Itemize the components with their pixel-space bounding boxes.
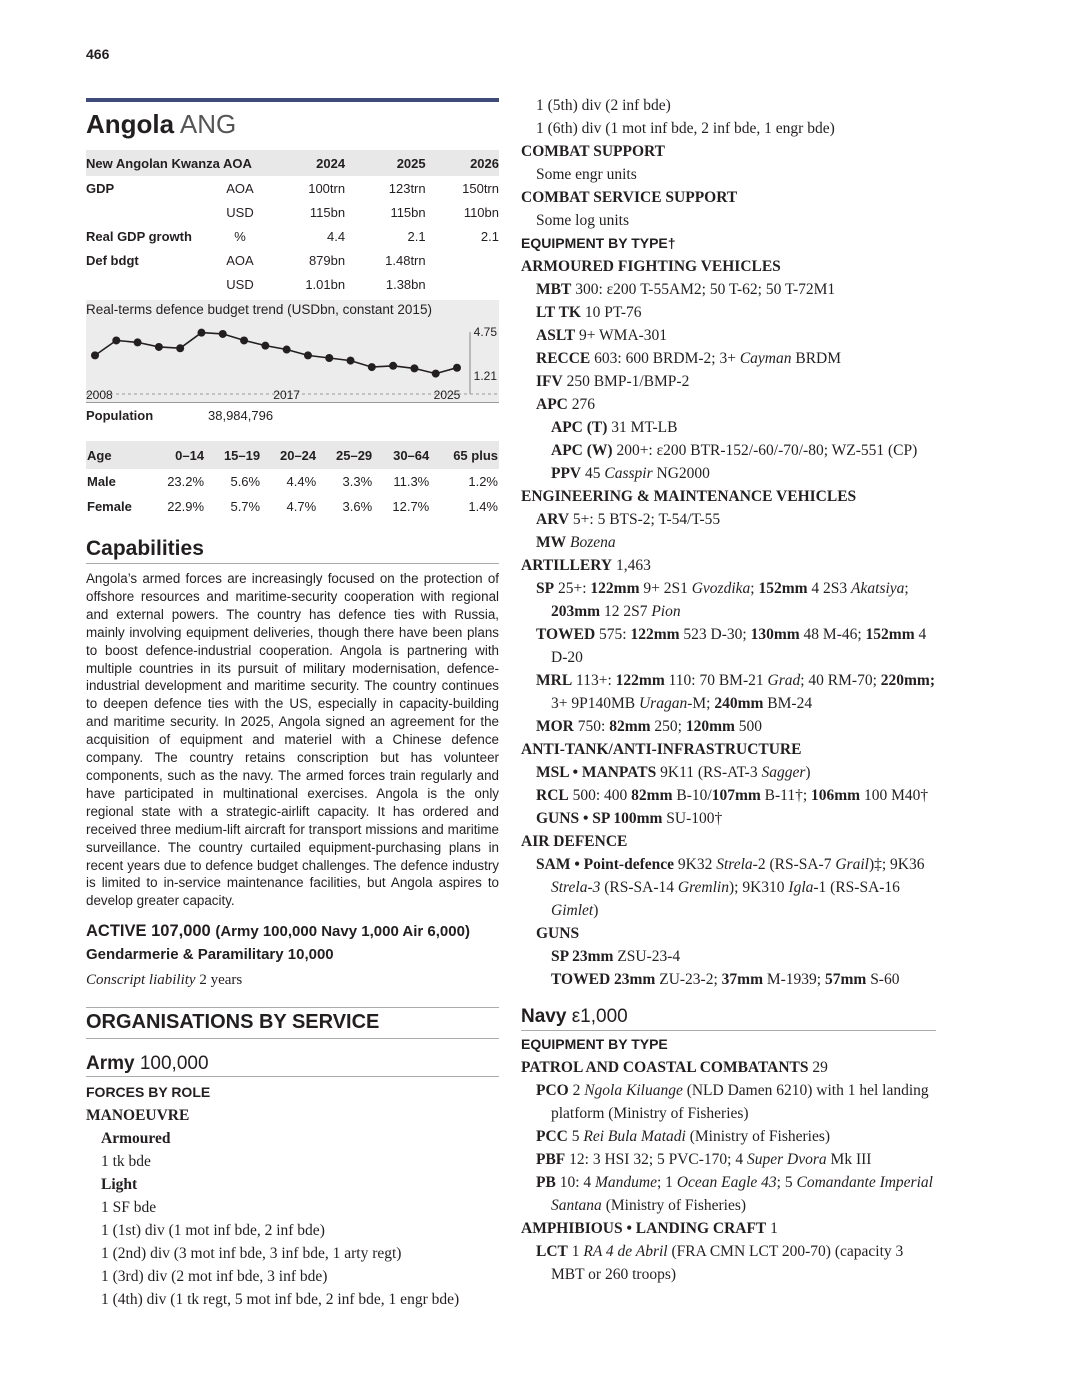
age-row-label: Female [87, 499, 132, 514]
age-row-label: Male [87, 474, 116, 489]
army-name: Army [86, 1053, 135, 1075]
list-item: APC (T) 31 MT-LB [551, 419, 678, 436]
list-item: ASLT 9+ WMA-301 [536, 327, 668, 344]
econ-cell: 150trn [462, 180, 499, 196]
age-header: 0–14 [148, 441, 205, 469]
econ-row-label: Real GDP growth [86, 228, 192, 244]
data-point [176, 344, 184, 352]
age-header: 15–19 [205, 441, 261, 469]
x-tick-label: 2008 [86, 388, 113, 402]
age-cell: 1.2% [468, 474, 498, 489]
econ-header-2026: 2026 [426, 150, 499, 176]
data-point [112, 336, 120, 344]
table-row [86, 469, 499, 494]
list-item: TOWED 23mm ZU-23-2; 37mm M-1939; 57mm S-60 [551, 971, 900, 988]
country-code: ANG [179, 109, 237, 139]
data-point [91, 351, 99, 359]
econ-cell: 123trn [388, 180, 426, 196]
age-cell: 3.3% [342, 474, 373, 489]
air-defence-heading: AIR DEFENCE [521, 833, 628, 850]
list-item: MOR 750: 82mm 250; 120mm 500 [536, 718, 763, 735]
econ-row-unit: AOA [226, 180, 254, 196]
list-item: SP 25+: 122mm 9+ 2S1 Gvozdika; 152mm 4 2S3 Akatsiya; 203mm 12 2S7 Pion [536, 580, 909, 620]
age-header: 25–29 [317, 441, 373, 469]
country-title [86, 108, 499, 140]
data-point [389, 362, 397, 370]
age-header: 20–24 [261, 441, 317, 469]
table-row [86, 494, 499, 519]
anti-tank-heading: ANTI-TANK/ANTI-INFRASTRUCTURE [521, 741, 802, 758]
age-header: 65 plus [430, 441, 499, 469]
table-row [86, 176, 499, 200]
econ-cell: 2.1 [407, 228, 426, 244]
patrol-count: 29 [812, 1059, 828, 1076]
amphib-label: AMPHIBIOUS • LANDING CRAFT [521, 1220, 767, 1237]
econ-cell: 110bn [463, 204, 499, 220]
list-item: APC (W) 200+: ε200 BTR-152/-60/-70/-80; WZ-551 (CP) [551, 442, 918, 459]
age-cell: 4.4% [286, 474, 317, 489]
econ-row-label [86, 272, 214, 296]
age-cell: 12.7% [392, 499, 430, 514]
econ-header-2025: 2025 [345, 150, 426, 176]
amphib-count: 1 [770, 1220, 778, 1237]
list-item: 1 (4th) div (1 tk regt, 5 mot inf bde, 2 inf bde, 1 engr bde) [101, 1291, 460, 1309]
list-item: PB 10: 4 Mandume; 1 Ocean Eagle 43; 5 Comandante Imperial Santana (Ministry of Fisheries) [536, 1174, 933, 1214]
light-heading: Light [101, 1176, 138, 1194]
data-point [453, 364, 461, 372]
population-label: Population [86, 408, 154, 423]
patrol-label: PATROL AND COASTAL COMBATANTS [521, 1059, 809, 1076]
list-item: GUNS • SP 100mm SU-100† [536, 810, 723, 827]
econ-row-unit: USD [226, 276, 254, 292]
left-column [86, 98, 499, 1311]
list-item: PBF 12: 3 HSI 32; 5 PVC-170; 4 Super Dvora Mk III [536, 1151, 872, 1168]
list-item: MRL 113+: 122mm 110: 70 BM-21 Grad; 40 RM-70; 220mm; 3+ 9P140MB Uragan-M; 240mm BM-24 [536, 672, 936, 712]
list-item: Some log units [536, 212, 630, 229]
active-main: ACTIVE 107,000 [86, 922, 211, 941]
list-item: PCO 2 Ngola Kiluange (NLD Damen 6210) with 1 hel landing platform (Ministry of Fisheries) [536, 1082, 929, 1122]
data-point [197, 329, 205, 337]
navy-equipment-heading: EQUIPMENT BY TYPE [521, 1036, 668, 1052]
x-tick-label: 2025 [433, 388, 461, 402]
age-cell: 1.4% [468, 499, 498, 514]
list-item: 1 (1st) div (1 mot inf bde, 2 inf bde) [101, 1222, 325, 1240]
list-item: MSL • MANPATS 9K11 (RS-AT-3 Sagger) [536, 764, 811, 781]
data-point [283, 346, 291, 354]
artillery-heading [521, 554, 936, 577]
list-item: MW Bozena [536, 534, 616, 551]
econ-row-unit: AOA [226, 252, 254, 268]
conscript-label: Conscript liability [86, 972, 196, 989]
age-cell: 3.6% [342, 499, 373, 514]
econ-cell: 115bn [309, 204, 346, 220]
country-name: Angola [86, 109, 175, 139]
capabilities-heading: Capabilities [86, 537, 499, 564]
list-item: MBT 300: ε200 T-55AM2; 50 T-62; 50 T-72M1 [536, 281, 836, 298]
data-point [155, 343, 163, 351]
econ-cell: 115bn [390, 204, 426, 220]
age-header: Age [86, 441, 148, 469]
age-cell: 5.6% [230, 474, 261, 489]
econ-cell: 4.4 [327, 228, 346, 244]
y-tick-label: 1.21 [473, 369, 497, 383]
chart-title: Real-terms defence budget trend (USDbn, constant 2015) [86, 302, 432, 317]
age-table [86, 441, 499, 519]
navy-heading [521, 1005, 936, 1031]
active-strength [86, 920, 499, 966]
list-item: RECCE 603: 600 BRDM-2; 3+ Cayman BRDM [536, 350, 842, 367]
equipment-heading: EQUIPMENT BY TYPE† [521, 235, 676, 251]
list-item: 1 tk bde [101, 1153, 151, 1171]
list-item: Some engr units [536, 166, 637, 183]
army-strength: 100,000 [139, 1053, 209, 1075]
army-heading [86, 1053, 499, 1077]
econ-cell [426, 248, 499, 272]
econ-cell: 1.01bn [305, 276, 346, 292]
econ-header-currency: New Angolan Kwanza AOA [86, 150, 266, 176]
economic-table [86, 150, 499, 296]
country-rule [86, 98, 499, 102]
list-item: APC 276 [536, 396, 595, 413]
table-row [86, 200, 499, 224]
conscript-liability [86, 972, 499, 989]
budget-trend-chart [86, 300, 499, 403]
econ-row-unit: % [234, 228, 246, 244]
amphib-heading [521, 1217, 936, 1240]
econ-cell: 1.38bn [385, 276, 426, 292]
list-item: PPV 45 Casspir NG2000 [551, 465, 710, 482]
econ-row-label: Def bdgt [86, 252, 139, 268]
econ-cell: 100trn [308, 180, 346, 196]
table-row [86, 248, 499, 272]
data-point [261, 342, 269, 350]
list-item: 1 (2nd) div (3 mot inf bde, 3 inf bde, 1 arty regt) [101, 1245, 402, 1263]
list-item: TOWED 575: 122mm 523 D-30; 130mm 48 M-46; 152mm 4 D-20 [536, 626, 927, 666]
data-point [325, 354, 333, 362]
artillery-label: ARTILLERY [521, 557, 613, 574]
data-point [304, 351, 312, 359]
list-item: SAM • Point-defence 9K32 Strela-2 (RS-SA-7 Grail)‡; 9K36 Strela-3 (RS-SA-14 Gremlin); 9K310 Igla-1 (RS-SA-16 Gimlet) [536, 856, 925, 919]
navy-strength: ε1,000 [571, 1006, 628, 1027]
forces-by-role-heading: FORCES BY ROLE [86, 1084, 211, 1101]
list-item: ARV 5+: 5 BTS-2; T-54/T-55 [536, 511, 721, 528]
list-item: 1 (6th) div (1 mot inf bde, 2 inf bde, 1 engr bde) [536, 120, 835, 137]
age-cell: 22.9% [167, 499, 205, 514]
econ-cell: 2.1 [480, 228, 499, 244]
css-heading: COMBAT SERVICE SUPPORT [521, 189, 738, 206]
manoeuvre-heading: MANOEUVRE [86, 1107, 190, 1125]
econ-cell: 1.48trn [385, 252, 426, 268]
data-point [368, 363, 376, 371]
data-point [240, 336, 248, 344]
econ-row-unit: USD [226, 204, 254, 220]
list-item: 1 (3rd) div (2 mot inf bde, 3 inf bde) [101, 1268, 328, 1286]
navy-name: Navy [521, 1006, 567, 1027]
combat-support-heading: COMBAT SUPPORT [521, 143, 665, 160]
population-row [86, 403, 499, 429]
age-cell: 11.3% [393, 474, 430, 489]
data-point [432, 370, 440, 378]
list-item: LCT 1 RA 4 de Abril (FRA CMN LCT 200-70) (capacity 3 MBT or 260 troops) [536, 1243, 904, 1283]
data-point [219, 330, 227, 338]
table-row [86, 224, 499, 248]
guns-heading: GUNS [536, 925, 580, 942]
y-tick-label: 4.75 [473, 325, 497, 339]
data-point [134, 338, 142, 346]
age-header: 30–64 [373, 441, 430, 469]
econ-cell [426, 272, 499, 296]
x-tick-label: 2017 [273, 388, 300, 402]
data-point [347, 357, 355, 365]
econ-cell: 879bn [308, 252, 346, 268]
conscript-value: 2 years [199, 972, 243, 989]
engineering-heading: ENGINEERING & MAINTENANCE VEHICLES [521, 488, 857, 505]
econ-header-2024: 2024 [266, 150, 345, 176]
economic-table-header [86, 150, 499, 176]
age-cell: 23.2% [167, 474, 205, 489]
afv-heading: ARMOURED FIGHTING VEHICLES [521, 258, 781, 275]
age-cell: 4.7% [286, 499, 317, 514]
table-row [86, 272, 499, 296]
capabilities-text: Angola’s armed forces are increasingly focused on the protection of offshore resources and maritime-security cooperation with regional and external powers. The country has defence ties with Russia, mainly involving equipment deliveries, though there have been plans to boost defence-industrial cooperation. Angola is partnering with multiple countries in its pursuit of military modernisation, defence-industrial development and maritime security. The country continues to deepen defence ties with the US, especially in capacity-building and maritime security. In 2025, Angola signed an agreement for the acquisition of equipment and materiel with a Chinese defence company. The country retains conscription but has volunteer components, such as the navy. The armed forces train regularly and have participated in multinational exercises. Angola is the only regional state with a strategic-airlift capacity. It has ordered and received three medium-lift aircraft for transport missions and maritime surveillance. The country curtailed equipment-purchasing plans in recent years due to defence budget challenges. The defence industry is limited to in-service maintenance facilities, but Angola aspires to develop greater capacity. [86, 571, 499, 909]
list-item: 1 SF bde [101, 1199, 157, 1217]
list-item: IFV 250 BMP-1/BMP-2 [536, 373, 690, 390]
page-number: 466 [86, 46, 110, 62]
artillery-count: 1,463 [615, 557, 651, 574]
list-item: LT TK 10 PT-76 [536, 304, 642, 321]
right-column [521, 94, 936, 1286]
budget-trend-svg [86, 300, 499, 402]
list-item: RCL 500: 400 82mm B-10/107mm B-11†; 106mm 100 M40† [536, 787, 929, 804]
population-value: 38,984,796 [208, 408, 274, 423]
data-point [410, 364, 418, 372]
organisations-heading: ORGANISATIONS BY SERVICE [86, 1007, 499, 1039]
list-item: 1 (5th) div (2 inf bde) [536, 97, 671, 114]
econ-row-label: GDP [86, 180, 115, 196]
active-detail: (Army 100,000 Navy 1,000 Air 6,000) Gendarmerie & Paramilitary 10,000 [86, 923, 470, 964]
armoured-heading: Armoured [101, 1130, 171, 1148]
age-cell: 5.7% [230, 499, 261, 514]
list-item: SP 23mm ZSU-23-4 [551, 948, 681, 965]
age-table-header [86, 441, 499, 469]
econ-row-label [86, 200, 214, 224]
patrol-heading [521, 1056, 936, 1079]
series-line [95, 333, 457, 374]
list-item: PCC 5 Rei Bula Matadi (Ministry of Fisheries) [536, 1128, 831, 1145]
